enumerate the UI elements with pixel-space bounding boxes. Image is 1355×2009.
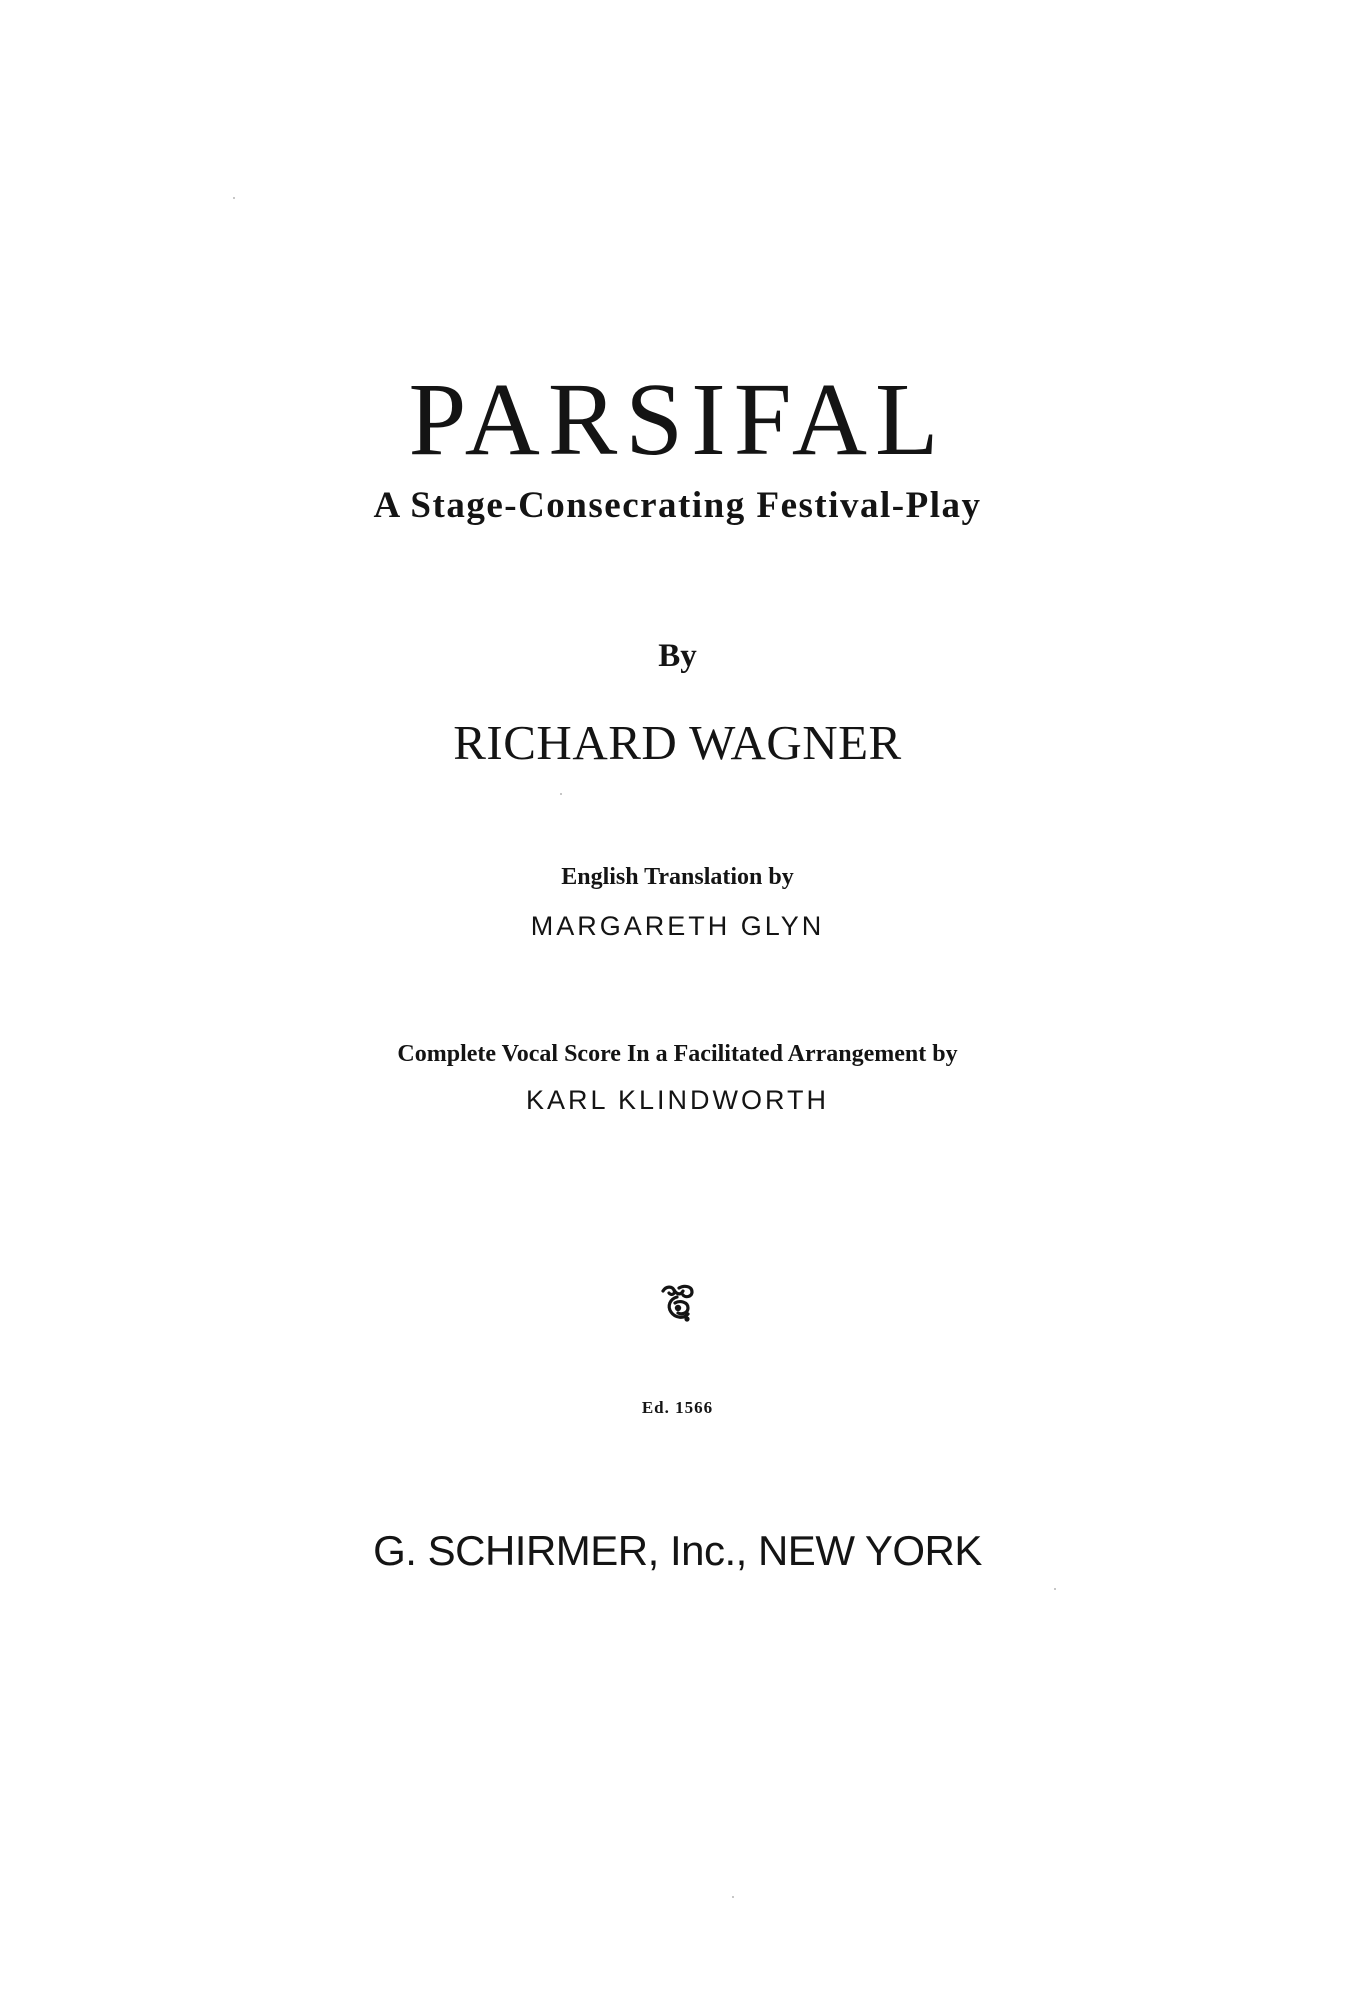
page-subtitle: A Stage-Consecrating Festival-Play <box>373 485 982 526</box>
publisher-imprint: G. SCHIRMER, Inc., NEW YORK <box>373 1527 982 1574</box>
publisher-monogram-icon <box>657 1283 699 1325</box>
scan-speck <box>233 197 235 199</box>
scan-speck <box>1054 1588 1056 1590</box>
arranger-name: KARL KLINDWORTH <box>525 1085 830 1115</box>
author-name: RICHARD WAGNER <box>453 715 902 770</box>
scan-speck <box>560 793 562 795</box>
edition-number: Ed. 1566 <box>641 1398 714 1417</box>
translation-label: English Translation by <box>561 864 794 890</box>
scan-speck <box>732 1896 734 1898</box>
page-title: PARSIFAL <box>408 362 947 477</box>
translator-name: MARGARETH GLYN <box>530 911 825 941</box>
by-line: By <box>658 638 697 674</box>
score-label: Complete Vocal Score In a Facilitated Arrangement by <box>397 1041 958 1067</box>
